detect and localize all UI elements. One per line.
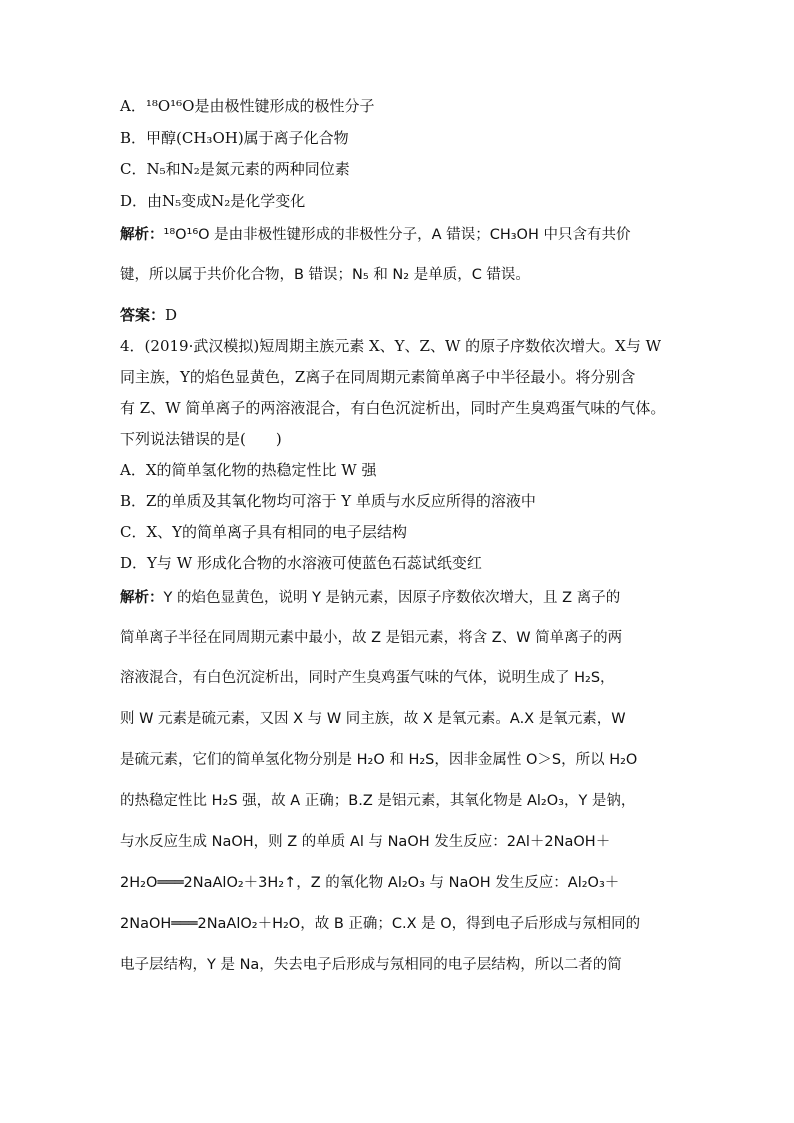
q3-answer-value: D <box>165 306 178 324</box>
q4-analysis-line-5: 是硫元素，它们的简单氢化物分别是 H₂O 和 H₂S，因非金属性 O＞S，所以 H₂O <box>120 752 638 768</box>
q4-option-b: B．Z的单质及其氧化物均可溶于 Y 单质与水反应所得的溶液中 <box>120 492 536 510</box>
q4-analysis-line-9: 2NaOH═══2NaAlO₂＋H₂O，故 B 正确；C.X 是 O，得到电子后形成与氖相同的 <box>120 916 641 932</box>
q4-analysis-line-4: 则 W 元素是硫元素，又因 X 与 W 同主族，故 X 是氧元素。A.X 是氧元素，W <box>120 711 626 727</box>
q3-analysis-line-2: 键，所以属于共价化合物，B 错误；N₅ 和 N₂ 是单质，C 错误。 <box>120 267 530 283</box>
q3-answer <box>120 305 177 325</box>
q3-analysis-label: 解析： <box>120 227 164 243</box>
q4-stem-line-4: 下列说法错误的是( ) <box>120 430 282 448</box>
q4-analysis-line-3: 溶液混合，有白色沉淀析出，同时产生臭鸡蛋气味的气体，说明生成了 H₂S， <box>120 670 615 686</box>
q4-analysis-label: 解析： <box>120 590 164 606</box>
q4-analysis-line-6: 的热稳定性比 H₂S 强，故 A 正确；B.Z 是铝元素，其氧化物是 Al₂O₃，Y 是钠， <box>120 793 636 809</box>
q4-analysis-line-1 <box>120 588 620 608</box>
q4-analysis-line-7: 与水反应生成 NaOH，则 Z 的单质 Al 与 NaOH 发生反应：2Al＋2NaOH＋ <box>120 834 611 850</box>
q4-analysis-line-2: 简单离子半径在同周期元素中最小，故 Z 是铝元素，将含 Z、W 简单离子的两 <box>120 630 623 646</box>
q3-option-b: B．甲醇(CH₃OH)属于离子化合物 <box>120 129 349 147</box>
q3-answer-label: 答案： <box>120 306 166 324</box>
q4-analysis-line-8: 2H₂O═══2NaAlO₂＋3H₂↑，Z 的氧化物 Al₂O₃ 与 NaOH 发生反应：Al₂O₃＋ <box>120 875 620 891</box>
q3-option-c: C．N₅和N₂是氮元素的两种同位素 <box>120 160 350 178</box>
q4-analysis-text-1: Y 的焰色显黄色，说明 Y 是钠元素，因原子序数依次增大，且 Z 离子的 <box>163 590 621 606</box>
q4-option-c: C．X、Y的简单离子具有相同的电子层结构 <box>120 523 408 541</box>
q4-analysis-line-10: 电子层结构，Y 是 Na，失去电子后形成与氖相同的电子层结构，所以二者的简 <box>120 957 622 973</box>
q3-analysis-line-1 <box>120 225 630 245</box>
q4-option-a: A．X的简单氢化物的热稳定性比 W 强 <box>120 461 377 479</box>
q4-stem-line-2: 同主族，Y的焰色显黄色，Z离子在同周期元素简单离子中半径最小。将分别含 <box>120 368 636 386</box>
q3-option-d: D．由N₅变成N₂是化学变化 <box>120 192 306 210</box>
q3-option-a: A．¹⁸O¹⁶O是由极性键形成的极性分子 <box>120 97 375 115</box>
q4-option-d: D．Y与 W 形成化合物的水溶液可使蓝色石蕊试纸变红 <box>120 554 482 572</box>
q3-analysis-text-1: ¹⁸O¹⁶O 是由非极性键形成的非极性分子，A 错误；CH₃OH 中只含有共价 <box>163 227 631 243</box>
q4-stem-line-3: 有 Z、W 简单离子的两溶液混合，有白色沉淀析出，同时产生臭鸡蛋气味的气体。 <box>120 399 666 417</box>
q4-stem-line-1: 4．(2019·武汉模拟)短周期主族元素 X、Y、Z、W 的原子序数依次增大。X与 W <box>120 337 662 355</box>
